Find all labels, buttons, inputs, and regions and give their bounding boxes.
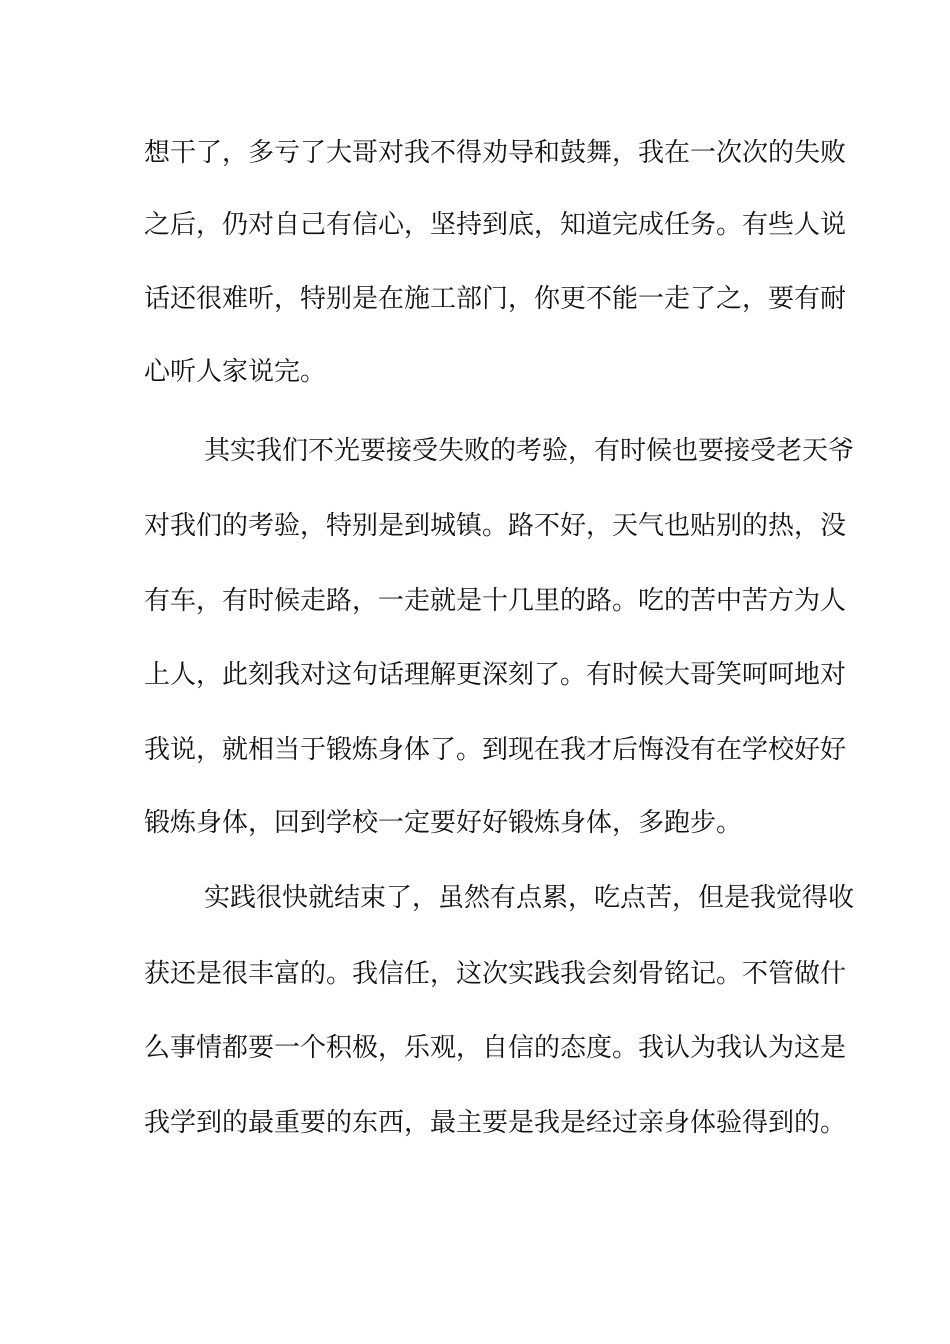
- paragraph-3-line-3: 么事情都要一个积极，乐观，自信的态度。我认为我认为这是: [144, 1033, 847, 1063]
- paragraph-2-line-3: 有车，有时候走路，一走就是十几里的路。吃的苦中苦方为人: [144, 586, 847, 616]
- paragraph-1-line-3: 话还很难听，特别是在施工部门，你更不能一走了之，要有耐: [144, 284, 847, 314]
- paragraph-2-line-4: 上人，此刻我对这句话理解更深刻了。有时候大哥笑呵呵地对: [144, 660, 847, 690]
- paragraph-1-line-4: 心听人家说完。: [144, 357, 327, 387]
- paragraph-1-line-1: 想干了，多亏了大哥对我不得劝导和鼓舞，我在一次次的失败: [144, 138, 847, 168]
- paragraph-2-line-5: 我说，就相当于锻炼身体了。到现在我才后悔没有在学校好好: [144, 735, 847, 765]
- paragraph-3-line-4: 我学到的最重要的东西，最主要是我是经过亲身体验得到的。: [144, 1108, 847, 1138]
- paragraph-3-line-2: 获还是很丰富的。我信任，这次实践我会刻骨铭记。不管做什: [144, 959, 847, 989]
- paragraph-1-line-2: 之后，仍对自己有信心，坚持到底，知道完成任务。有些人说: [144, 210, 847, 240]
- paragraph-2-line-6: 锻炼身体，回到学校一定要好好锻炼身体，多跑步。: [144, 808, 743, 838]
- paragraph-2-line-2: 对我们的考验，特别是到城镇。路不好，天气也贴别的热，没: [144, 511, 847, 541]
- paragraph-2-line-1: 其实我们不光要接受失败的考验，有时候也要接受老天爷: [204, 436, 855, 466]
- paragraph-3-line-1: 实践很快就结束了，虽然有点累，吃点苦，但是我觉得收: [204, 883, 855, 913]
